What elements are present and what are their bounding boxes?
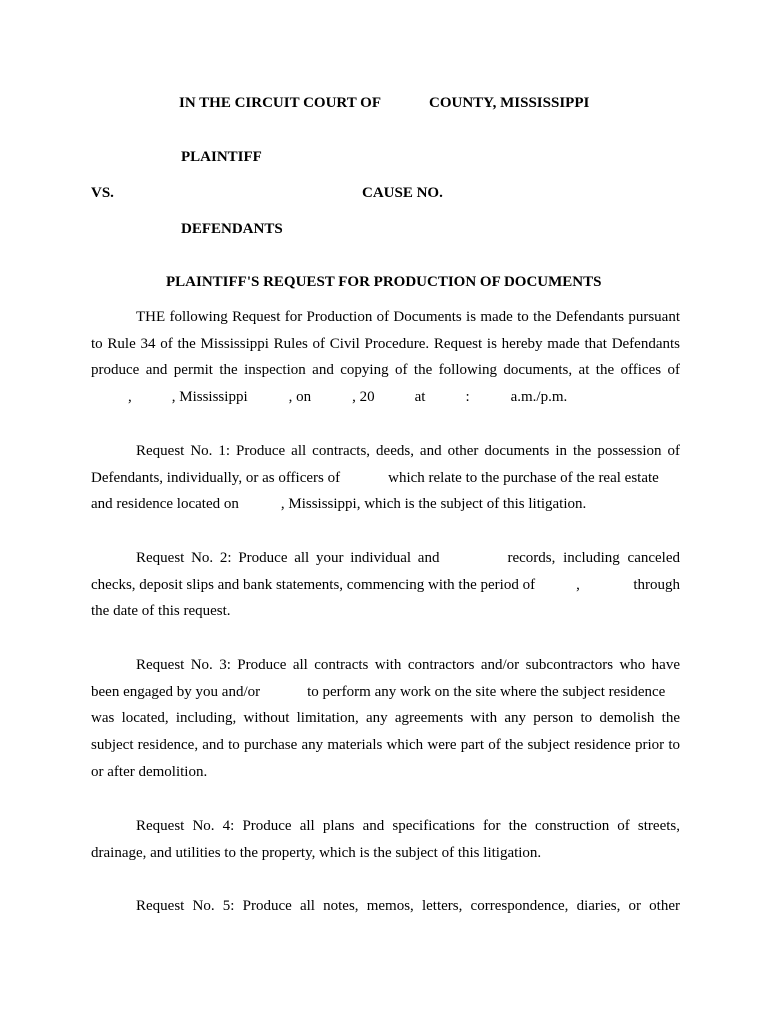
request-line: Request No. 1: Produce all contracts, deeds, and other documents in the possession of <box>136 443 680 459</box>
request-5-paragraph <box>91 893 680 920</box>
blank-ampm: a.m./p.m. <box>510 389 568 406</box>
request-text: and residence located on <box>91 496 239 513</box>
request-3-paragraph <box>91 652 680 785</box>
request-text: been engaged by you and/or <box>91 683 261 700</box>
request-line <box>91 572 680 599</box>
request-2-paragraph <box>91 545 680 625</box>
request-text: checks, deposit slips and bank statements, commencing with the period of <box>91 576 536 593</box>
blank-at: at <box>414 389 426 406</box>
request-line: Request No. 3: Produce all contracts with contractors and/or subcontractors who have <box>136 657 680 673</box>
request-line: subject residence, and to purchase any materials which were part of the subject residence prior to <box>91 737 680 754</box>
request-line <box>91 679 680 706</box>
intro-line: to Rule 34 of the Mississippi Rules of Civil Procedure. Request is hereby made that Defendants <box>91 335 680 352</box>
request-line: Request No. 5: Produce all notes, memos, letters, correspondence, diaries, or other <box>136 898 680 914</box>
request-line: was located, including, without limitation, any agreements with any person to demolish the <box>91 710 680 727</box>
request-text: , Mississippi, which is the subject of this litigation. <box>280 496 587 513</box>
request-text: , <box>576 576 580 593</box>
request-line <box>91 491 680 518</box>
blank-date-on: , on <box>288 389 312 406</box>
request-line: Request No. 4: Produce all plans and specifications for the construction of streets, <box>136 818 680 834</box>
request-line: the date of this request. <box>91 603 231 620</box>
intro-paragraph <box>91 304 680 411</box>
blank-year: , 20 <box>352 389 375 406</box>
request-4-paragraph <box>91 813 680 866</box>
request-line <box>91 545 680 572</box>
court-heading-prefix: IN THE CIRCUIT COURT OF <box>179 95 382 111</box>
request-text: through <box>633 576 680 593</box>
request-line <box>91 465 680 492</box>
document-title: PLAINTIFF'S REQUEST FOR PRODUCTION OF DOCUMENTS <box>166 274 602 290</box>
court-heading-county: COUNTY, MISSISSIPPI <box>429 95 590 111</box>
plaintiff-label: PLAINTIFF <box>181 149 262 165</box>
request-line: or after demolition. <box>91 763 208 780</box>
request-text: Defendants, individually, or as officers of <box>91 469 341 486</box>
request-text: Request No. 2: Produce all your individual and <box>136 550 440 566</box>
defendants-label: DEFENDANTS <box>181 221 283 237</box>
request-line: drainage, and utilities to the property, which is the subject of this litigation. <box>91 844 542 861</box>
blank-city-state: , Mississippi <box>171 389 248 406</box>
blank-time-colon: : <box>465 389 470 406</box>
blank-separator: , <box>128 389 132 406</box>
intro-line: THE following Request for Production of Documents is made to the Defendants pursuant <box>136 309 680 325</box>
intro-line: produce and permit the inspection and copying of the following documents, at the offices of <box>91 362 680 379</box>
request-text: records, including canceled <box>507 550 680 566</box>
versus-label: VS. <box>91 185 114 201</box>
request-text: which relate to the purchase of the real estate <box>388 469 659 486</box>
intro-blanks-line <box>91 384 680 411</box>
request-1-paragraph <box>91 438 680 518</box>
cause-number-label: CAUSE NO. <box>362 185 443 201</box>
request-text: to perform any work on the site where the subject residence <box>307 683 666 700</box>
